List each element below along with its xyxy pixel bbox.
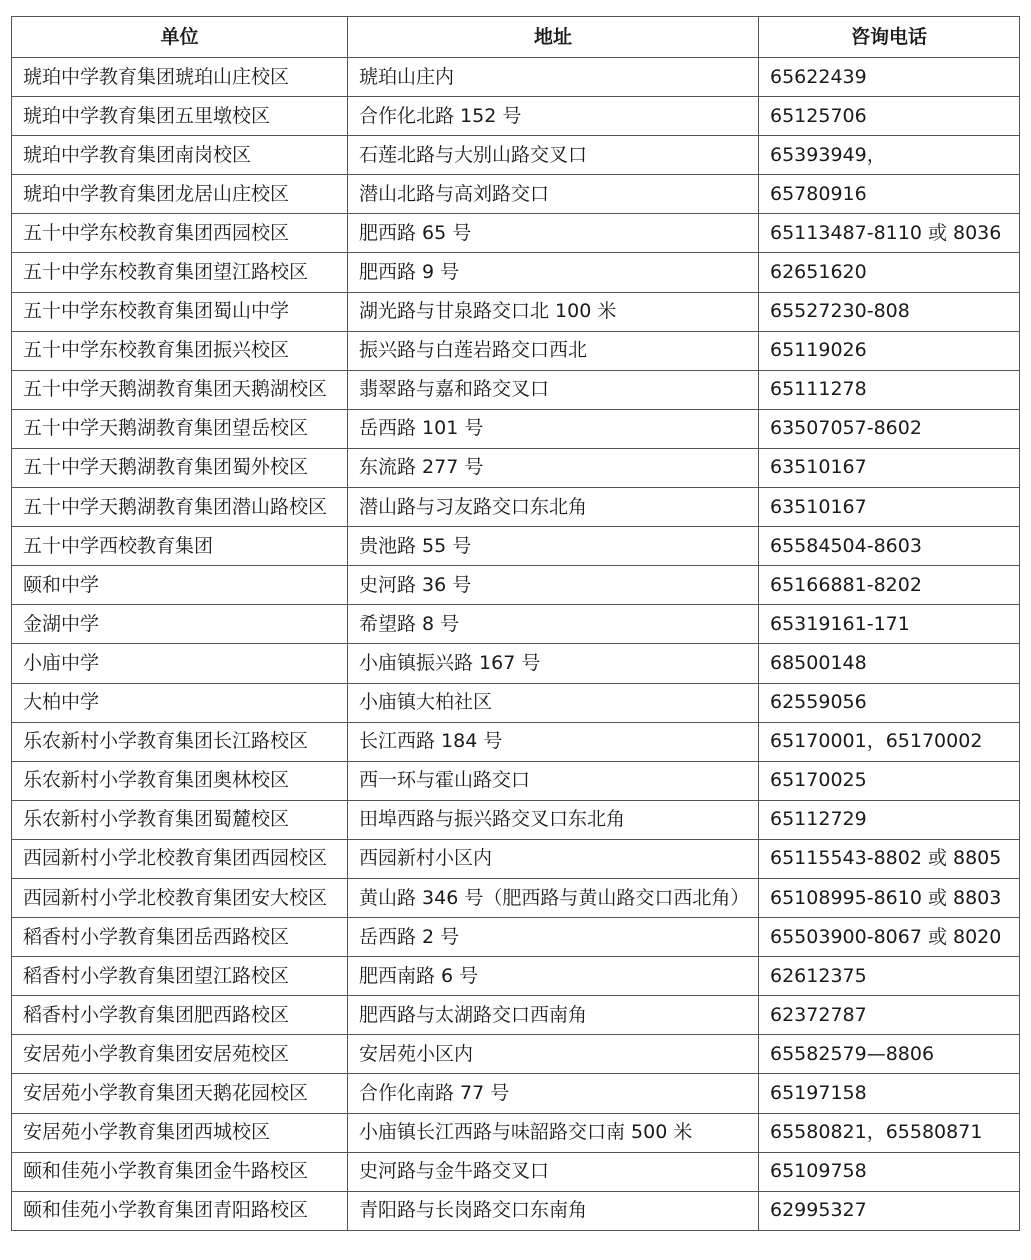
address-cell: 贵池路 55 号 <box>348 527 759 566</box>
column-header-phone: 咨询电话 <box>759 17 1020 58</box>
table-body <box>12 58 1020 1231</box>
address-cell: 潜山路与习友路交口东北角 <box>348 488 759 527</box>
table-row <box>12 370 1020 409</box>
table-row <box>12 1152 1020 1191</box>
unit-cell: 稻香村小学教育集团岳西路校区 <box>12 918 348 957</box>
phone-cell: 65112729 <box>759 800 1020 839</box>
address-cell: 岳西路 2 号 <box>348 918 759 957</box>
unit-cell: 安居苑小学教育集团安居苑校区 <box>12 1035 348 1074</box>
header-row <box>12 17 1020 58</box>
unit-cell: 琥珀中学教育集团五里墩校区 <box>12 97 348 136</box>
phone-cell: 65580821，65580871 <box>759 1113 1020 1152</box>
address-cell: 小庙镇大柏社区 <box>348 683 759 722</box>
table-row <box>12 331 1020 370</box>
address-cell: 长江西路 184 号 <box>348 722 759 761</box>
unit-cell: 乐农新村小学教育集团奥林校区 <box>12 761 348 800</box>
address-cell: 安居苑小区内 <box>348 1035 759 1074</box>
table-row <box>12 292 1020 331</box>
unit-cell: 五十中学天鹅湖教育集团望岳校区 <box>12 409 348 448</box>
unit-cell: 五十中学东校教育集团蜀山中学 <box>12 292 348 331</box>
unit-cell: 乐农新村小学教育集团蜀麓校区 <box>12 800 348 839</box>
unit-cell: 小庙中学 <box>12 644 348 683</box>
address-cell: 潜山北路与高刘路交口 <box>348 175 759 214</box>
table-row <box>12 996 1020 1035</box>
table-row <box>12 1191 1020 1230</box>
column-header-unit: 单位 <box>12 17 348 58</box>
address-cell: 青阳路与长岗路交口东南角 <box>348 1191 759 1230</box>
phone-cell: 65108995-8610 或 8803 <box>759 878 1020 917</box>
table-row <box>12 566 1020 605</box>
column-header-address: 地址 <box>348 17 759 58</box>
phone-cell: 65109758 <box>759 1152 1020 1191</box>
phone-cell: 62372787 <box>759 996 1020 1035</box>
address-cell: 田埠西路与振兴路交叉口东北角 <box>348 800 759 839</box>
phone-cell: 63510167 <box>759 488 1020 527</box>
address-cell: 东流路 277 号 <box>348 448 759 487</box>
unit-cell: 五十中学东校教育集团西园校区 <box>12 214 348 253</box>
table-row <box>12 605 1020 644</box>
unit-cell: 西园新村小学北校教育集团安大校区 <box>12 878 348 917</box>
address-cell: 小庙镇振兴路 167 号 <box>348 644 759 683</box>
table-row <box>12 1035 1020 1074</box>
phone-cell: 62995327 <box>759 1191 1020 1230</box>
phone-cell: 65319161-171 <box>759 605 1020 644</box>
unit-cell: 西园新村小学北校教育集团西园校区 <box>12 839 348 878</box>
unit-cell: 琥珀中学教育集团龙居山庄校区 <box>12 175 348 214</box>
phone-cell: 65166881-8202 <box>759 566 1020 605</box>
table-row <box>12 957 1020 996</box>
phone-cell: 65582579—8806 <box>759 1035 1020 1074</box>
address-cell: 肥西路 9 号 <box>348 253 759 292</box>
address-cell: 希望路 8 号 <box>348 605 759 644</box>
table-row <box>12 1113 1020 1152</box>
address-cell: 湖光路与甘泉路交口北 100 米 <box>348 292 759 331</box>
unit-cell: 大柏中学 <box>12 683 348 722</box>
table-row <box>12 214 1020 253</box>
phone-cell: 63507057-8602 <box>759 409 1020 448</box>
unit-cell: 五十中学天鹅湖教育集团蜀外校区 <box>12 448 348 487</box>
phone-cell: 65170025 <box>759 761 1020 800</box>
address-cell: 黄山路 346 号（肥西路与黄山路交口西北角） <box>348 878 759 917</box>
address-cell: 振兴路与白莲岩路交口西北 <box>348 331 759 370</box>
address-cell: 肥西南路 6 号 <box>348 957 759 996</box>
address-cell: 合作化南路 77 号 <box>348 1074 759 1113</box>
address-cell: 肥西路与太湖路交口西南角 <box>348 996 759 1035</box>
address-cell: 翡翠路与嘉和路交叉口 <box>348 370 759 409</box>
table-row <box>12 488 1020 527</box>
address-cell: 琥珀山庄内 <box>348 58 759 97</box>
table-row <box>12 1074 1020 1113</box>
unit-cell: 五十中学东校教育集团振兴校区 <box>12 331 348 370</box>
table-row <box>12 683 1020 722</box>
phone-cell: 62612375 <box>759 957 1020 996</box>
phone-cell: 65584504-8603 <box>759 527 1020 566</box>
table-row <box>12 839 1020 878</box>
unit-cell: 琥珀中学教育集团琥珀山庄校区 <box>12 58 348 97</box>
unit-cell: 金湖中学 <box>12 605 348 644</box>
phone-cell: 65503900-8067 或 8020 <box>759 918 1020 957</box>
unit-cell: 颐和中学 <box>12 566 348 605</box>
phone-cell: 65111278 <box>759 370 1020 409</box>
phone-cell: 65113487-8110 或 8036 <box>759 214 1020 253</box>
table-row <box>12 800 1020 839</box>
unit-cell: 安居苑小学教育集团天鹅花园校区 <box>12 1074 348 1113</box>
unit-cell: 稻香村小学教育集团望江路校区 <box>12 957 348 996</box>
address-cell: 史河路 36 号 <box>348 566 759 605</box>
address-cell: 合作化北路 152 号 <box>348 97 759 136</box>
unit-cell: 五十中学西校教育集团 <box>12 527 348 566</box>
phone-cell: 65393949， <box>759 136 1020 175</box>
unit-cell: 五十中学东校教育集团望江路校区 <box>12 253 348 292</box>
unit-cell: 颐和佳苑小学教育集团青阳路校区 <box>12 1191 348 1230</box>
table-row <box>12 409 1020 448</box>
table-row <box>12 175 1020 214</box>
unit-cell: 琥珀中学教育集团南岗校区 <box>12 136 348 175</box>
table-row <box>12 761 1020 800</box>
table-row <box>12 644 1020 683</box>
unit-cell: 稻香村小学教育集团肥西路校区 <box>12 996 348 1035</box>
table-row <box>12 136 1020 175</box>
phone-cell: 62651620 <box>759 253 1020 292</box>
phone-cell: 62559056 <box>759 683 1020 722</box>
contact-table-container <box>11 16 1019 1231</box>
phone-cell: 65125706 <box>759 97 1020 136</box>
phone-cell: 65622439 <box>759 58 1020 97</box>
address-cell: 肥西路 65 号 <box>348 214 759 253</box>
phone-cell: 65170001，65170002 <box>759 722 1020 761</box>
phone-cell: 65119026 <box>759 331 1020 370</box>
table-row <box>12 58 1020 97</box>
phone-cell: 65527230-808 <box>759 292 1020 331</box>
unit-cell: 五十中学天鹅湖教育集团天鹅湖校区 <box>12 370 348 409</box>
phone-cell: 63510167 <box>759 448 1020 487</box>
address-cell: 岳西路 101 号 <box>348 409 759 448</box>
phone-cell: 65115543-8802 或 8805 <box>759 839 1020 878</box>
address-cell: 石莲北路与大别山路交叉口 <box>348 136 759 175</box>
address-cell: 史河路与金牛路交叉口 <box>348 1152 759 1191</box>
table-row <box>12 878 1020 917</box>
phone-cell: 65780916 <box>759 175 1020 214</box>
table-row <box>12 918 1020 957</box>
unit-cell: 颐和佳苑小学教育集团金牛路校区 <box>12 1152 348 1191</box>
unit-cell: 乐农新村小学教育集团长江路校区 <box>12 722 348 761</box>
phone-cell: 65197158 <box>759 1074 1020 1113</box>
table-row <box>12 253 1020 292</box>
address-cell: 西一环与霍山路交口 <box>348 761 759 800</box>
table-row <box>12 722 1020 761</box>
table-row <box>12 97 1020 136</box>
table-row <box>12 448 1020 487</box>
phone-cell: 68500148 <box>759 644 1020 683</box>
address-cell: 西园新村小区内 <box>348 839 759 878</box>
contact-table <box>11 16 1020 1231</box>
table-row <box>12 527 1020 566</box>
unit-cell: 安居苑小学教育集团西城校区 <box>12 1113 348 1152</box>
address-cell: 小庙镇长江西路与味韶路交口南 500 米 <box>348 1113 759 1152</box>
unit-cell: 五十中学天鹅湖教育集团潜山路校区 <box>12 488 348 527</box>
